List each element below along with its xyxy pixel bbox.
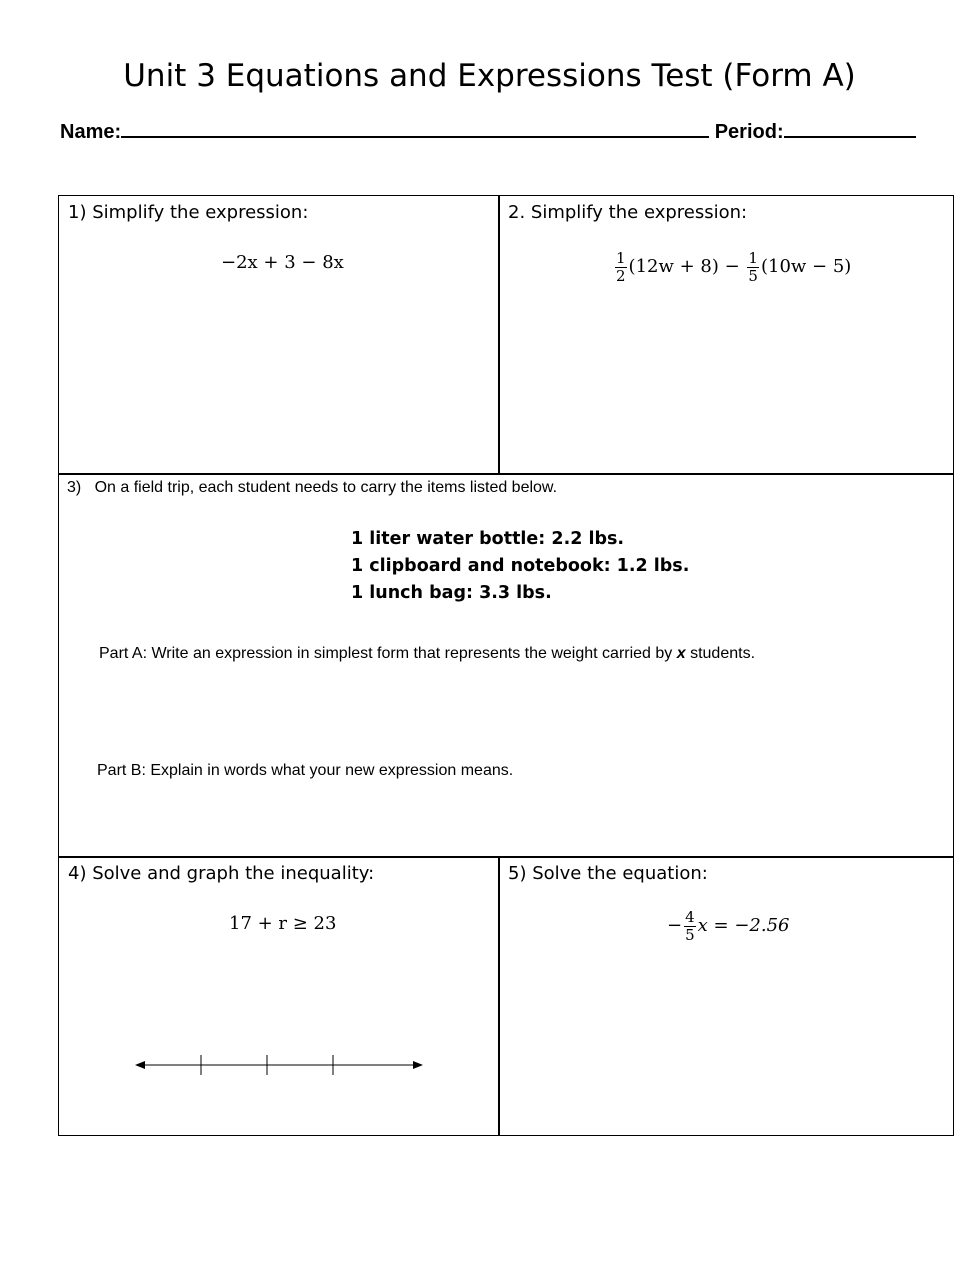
item-lunch-bag: 1 lunch bag: 3.3 lbs. <box>351 583 552 603</box>
name-blank[interactable] <box>121 118 709 138</box>
question-4-inequality: 17 + r ≥ 23 <box>229 913 337 934</box>
question-4-box[interactable] <box>58 856 500 1136</box>
question-3-intro: 3) On a field trip, each student needs to carry the items listed below. <box>67 479 558 496</box>
fraction-one-fifth: $\frac{1}{5}$ <box>748 249 758 285</box>
fraction-one-half: $\frac{1}{2}$ <box>616 249 626 285</box>
period-blank[interactable] <box>784 118 916 138</box>
item-clipboard-notebook: 1 clipboard and notebook: 1.2 lbs. <box>351 556 690 576</box>
question-3-part-a: Part A: Write an expression in simplest form that represents the weight carried by x students. <box>99 645 756 662</box>
question-1-expression: −2x + 3 − 8x <box>221 252 344 273</box>
page-title: Unit 3 Equations and Expressions Test (Form A) <box>123 58 856 94</box>
question-4-heading: 4) Solve and graph the inequality: <box>68 863 375 884</box>
question-5-box[interactable] <box>498 856 954 1136</box>
question-1-heading: 1) Simplify the expression: <box>68 202 309 223</box>
item-weight-list <box>351 526 689 607</box>
period-label: Period: <box>714 121 784 143</box>
question-3-part-b: Part B: Explain in words what your new expression means. <box>97 762 514 779</box>
question-2-expression: $\frac{1}{2}$ (12w + 8) − $\frac{1}{5}$ (10w − 5) <box>616 249 852 285</box>
name-period-line <box>60 118 916 144</box>
right-arrow-icon <box>413 1061 423 1069</box>
item-water-bottle: 1 liter water bottle: 2.2 lbs. <box>351 529 625 549</box>
question-2-box[interactable] <box>498 195 954 475</box>
question-5-equation: − $\frac{4}{5}$ x = −2.56 <box>667 908 790 944</box>
question-3-box[interactable] <box>58 473 954 858</box>
question-5-heading: 5) Solve the equation: <box>508 863 708 884</box>
fraction-four-fifths: $\frac{4}{5}$ <box>685 908 695 944</box>
question-1-box[interactable] <box>58 195 500 475</box>
left-arrow-icon <box>135 1061 145 1069</box>
name-label: Name: <box>60 121 122 143</box>
question-2-heading: 2. Simplify the expression: <box>508 202 748 223</box>
number-line[interactable] <box>131 1051 431 1081</box>
